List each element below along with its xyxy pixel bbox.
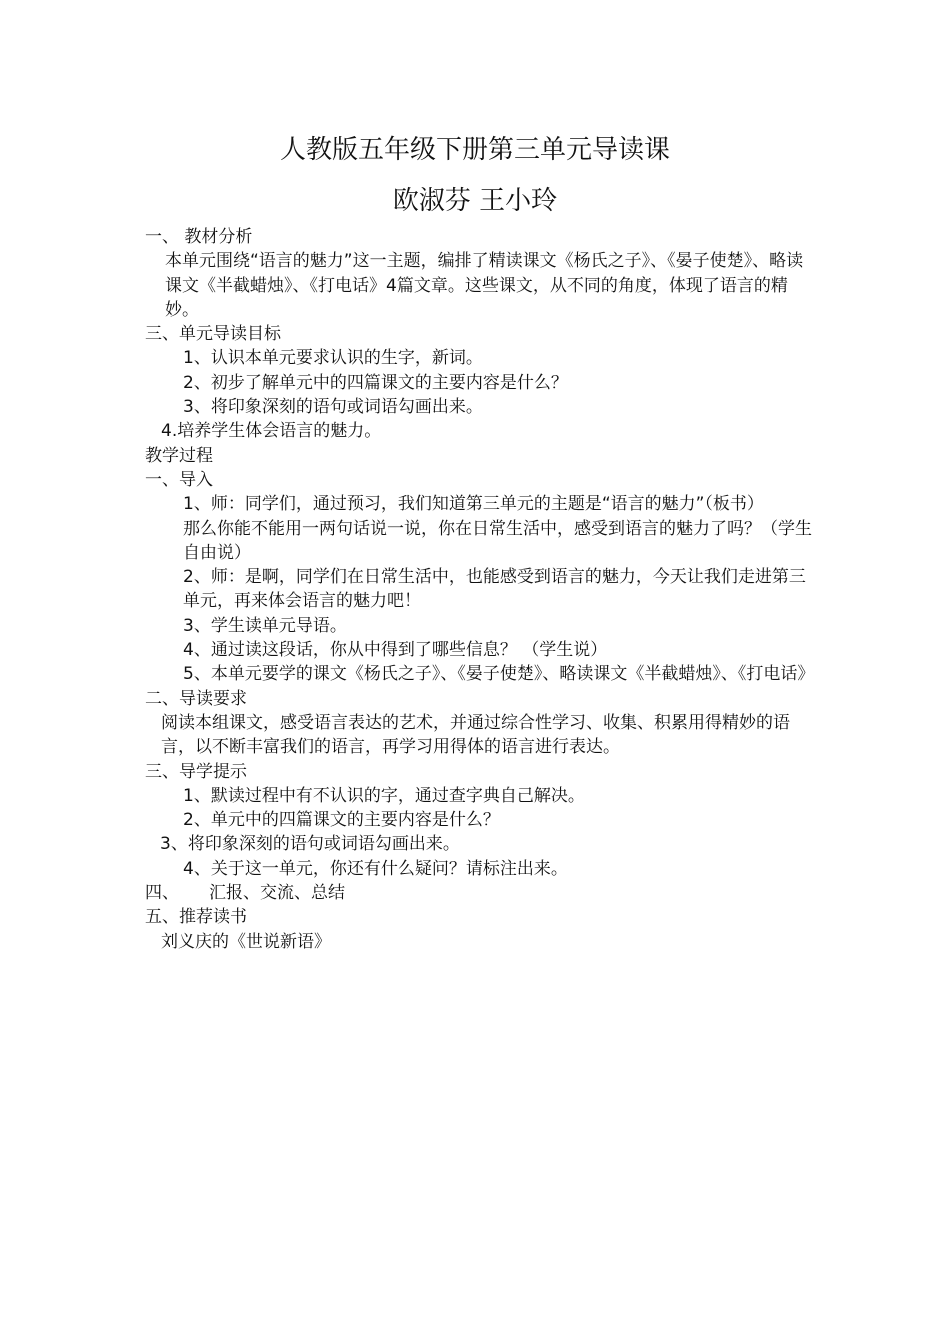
intro-item: 那么你能不能用一两句话说一说，你在日常生活中，感受到语言的魅力了吗？（学生自由说）: [183, 518, 812, 563]
requirements-paragraph: 阅读本组课文，感受语言表达的艺术，并通过综合性学习、收集、积累用得精妙的语言，以不断丰富我们的语言，再学习用得体的语言进行表达。: [161, 712, 790, 758]
hint-item: 1、默读过程中有不认识的字，通过查字典自己解决。: [183, 785, 585, 806]
goal-item: 4.培养学生体会语言的魅力。: [161, 421, 382, 442]
goal-item: 1、认识本单元要求认识的生字，新词。: [183, 348, 483, 369]
intro-item: 1、师：同学们，通过预习，我们知道第三单元的主题是“语言的魅力”（板书）: [183, 494, 764, 515]
section-heading-books: 五、推荐读书: [145, 907, 247, 928]
book-recommendation: 刘义庆的《世说新语》: [161, 931, 331, 952]
section-heading-goals: 三、单元导读目标: [145, 324, 281, 345]
section-heading-summary: [145, 881, 815, 905]
section-heading-hints: 三、导学提示: [145, 761, 247, 782]
document-authors: 欧淑芬 王小玲: [392, 186, 558, 216]
section-heading-analysis: 一、 教材分析: [145, 227, 253, 247]
goal-item: 3、将印象深刻的语句或词语勾画出来。: [183, 397, 483, 418]
goal-item: 2、初步了解单元中的四篇课文的主要内容是什么？: [183, 372, 568, 393]
section-heading-intro: 一、导入: [145, 469, 213, 490]
summary-text: 汇报、交流、总结: [209, 883, 345, 904]
hint-item: 4、关于这一单元，你还有什么疑问？请标注出来。: [183, 858, 568, 879]
document-body: [145, 225, 815, 954]
intro-item: 5、本单元要学的课文《杨氏之子》、《晏子使楚》、略读课文《半截蜡烛》、《打电话》: [183, 664, 815, 685]
analysis-paragraph: 本单元围绕“语言的魅力”这一主题，编排了精读课文《杨氏之子》、《晏子使楚》、略读课文《半截蜡烛》、《打电话》4篇文章。这些课文，从不同的角度，体现了语言的精妙。: [165, 251, 804, 320]
intro-item: 4、通过读这段话，你从中得到了哪些信息？ （学生说）: [183, 640, 608, 661]
intro-item: 2、师：是啊，同学们在日常生活中，也能感受到语言的魅力，今天让我们走进第三单元，再来体会语言的魅力吧！: [183, 567, 806, 612]
hint-item: 2、单元中的四篇课文的主要内容是什么？: [183, 810, 500, 831]
intro-item: 3、学生读单元导语。: [183, 615, 347, 636]
hint-item: 3、将印象深刻的语句或词语勾画出来。: [160, 834, 460, 855]
process-heading: 教学过程: [145, 445, 213, 466]
document-title: 人教版五年级下册第三单元导读课: [279, 135, 670, 165]
section-heading-requirements: 二、导读要求: [145, 688, 247, 709]
summary-number: 四、: [145, 883, 179, 904]
